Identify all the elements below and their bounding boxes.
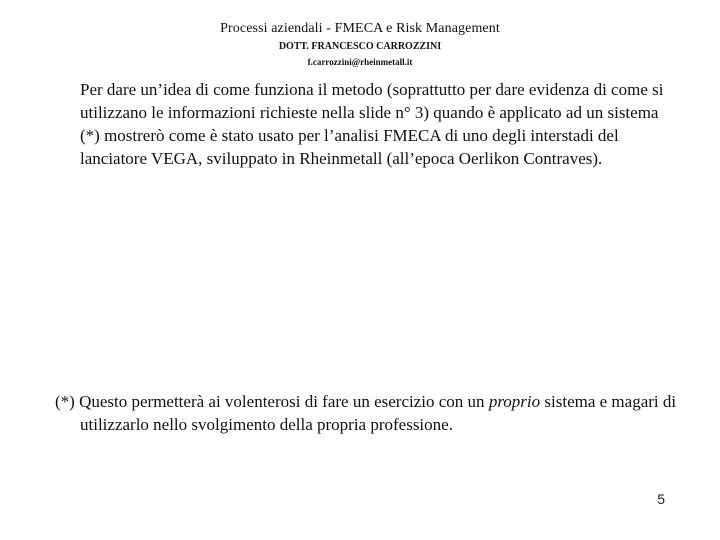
footnote-emphasis: proprio [488, 392, 541, 411]
header-email: f.carrozzini@rheinmetall.it [307, 57, 413, 67]
page-number: 5 [657, 491, 665, 507]
header-title: Processi aziendali - FMECA e Risk Management [220, 21, 500, 36]
header-author: DOTT. FRANCESCO CARROZZINI [278, 41, 442, 52]
main-paragraph: Per dare un’idea di come funziona il metodo (soprattutto per dare evidenza di come si utilizzano le informazioni richieste nella slide n° 3) quando è applicato ad un sistema (*) mostrerò come è stato usato per l’analisi FMECA di uno degli interstadi del lanciatore VEGA, sviluppato in Rheinmetall (all’epoca Oerlikon Contraves). [80, 80, 664, 168]
footnote [55, 390, 690, 436]
slide-header [0, 20, 720, 68]
footnote-text-start: (*) Questo permetterà ai volenterosi di fare un esercizio con un [55, 392, 489, 411]
footnote-text-end: sistema e magari di utilizzarlo nello svolgimento della propria professione. [80, 392, 677, 434]
